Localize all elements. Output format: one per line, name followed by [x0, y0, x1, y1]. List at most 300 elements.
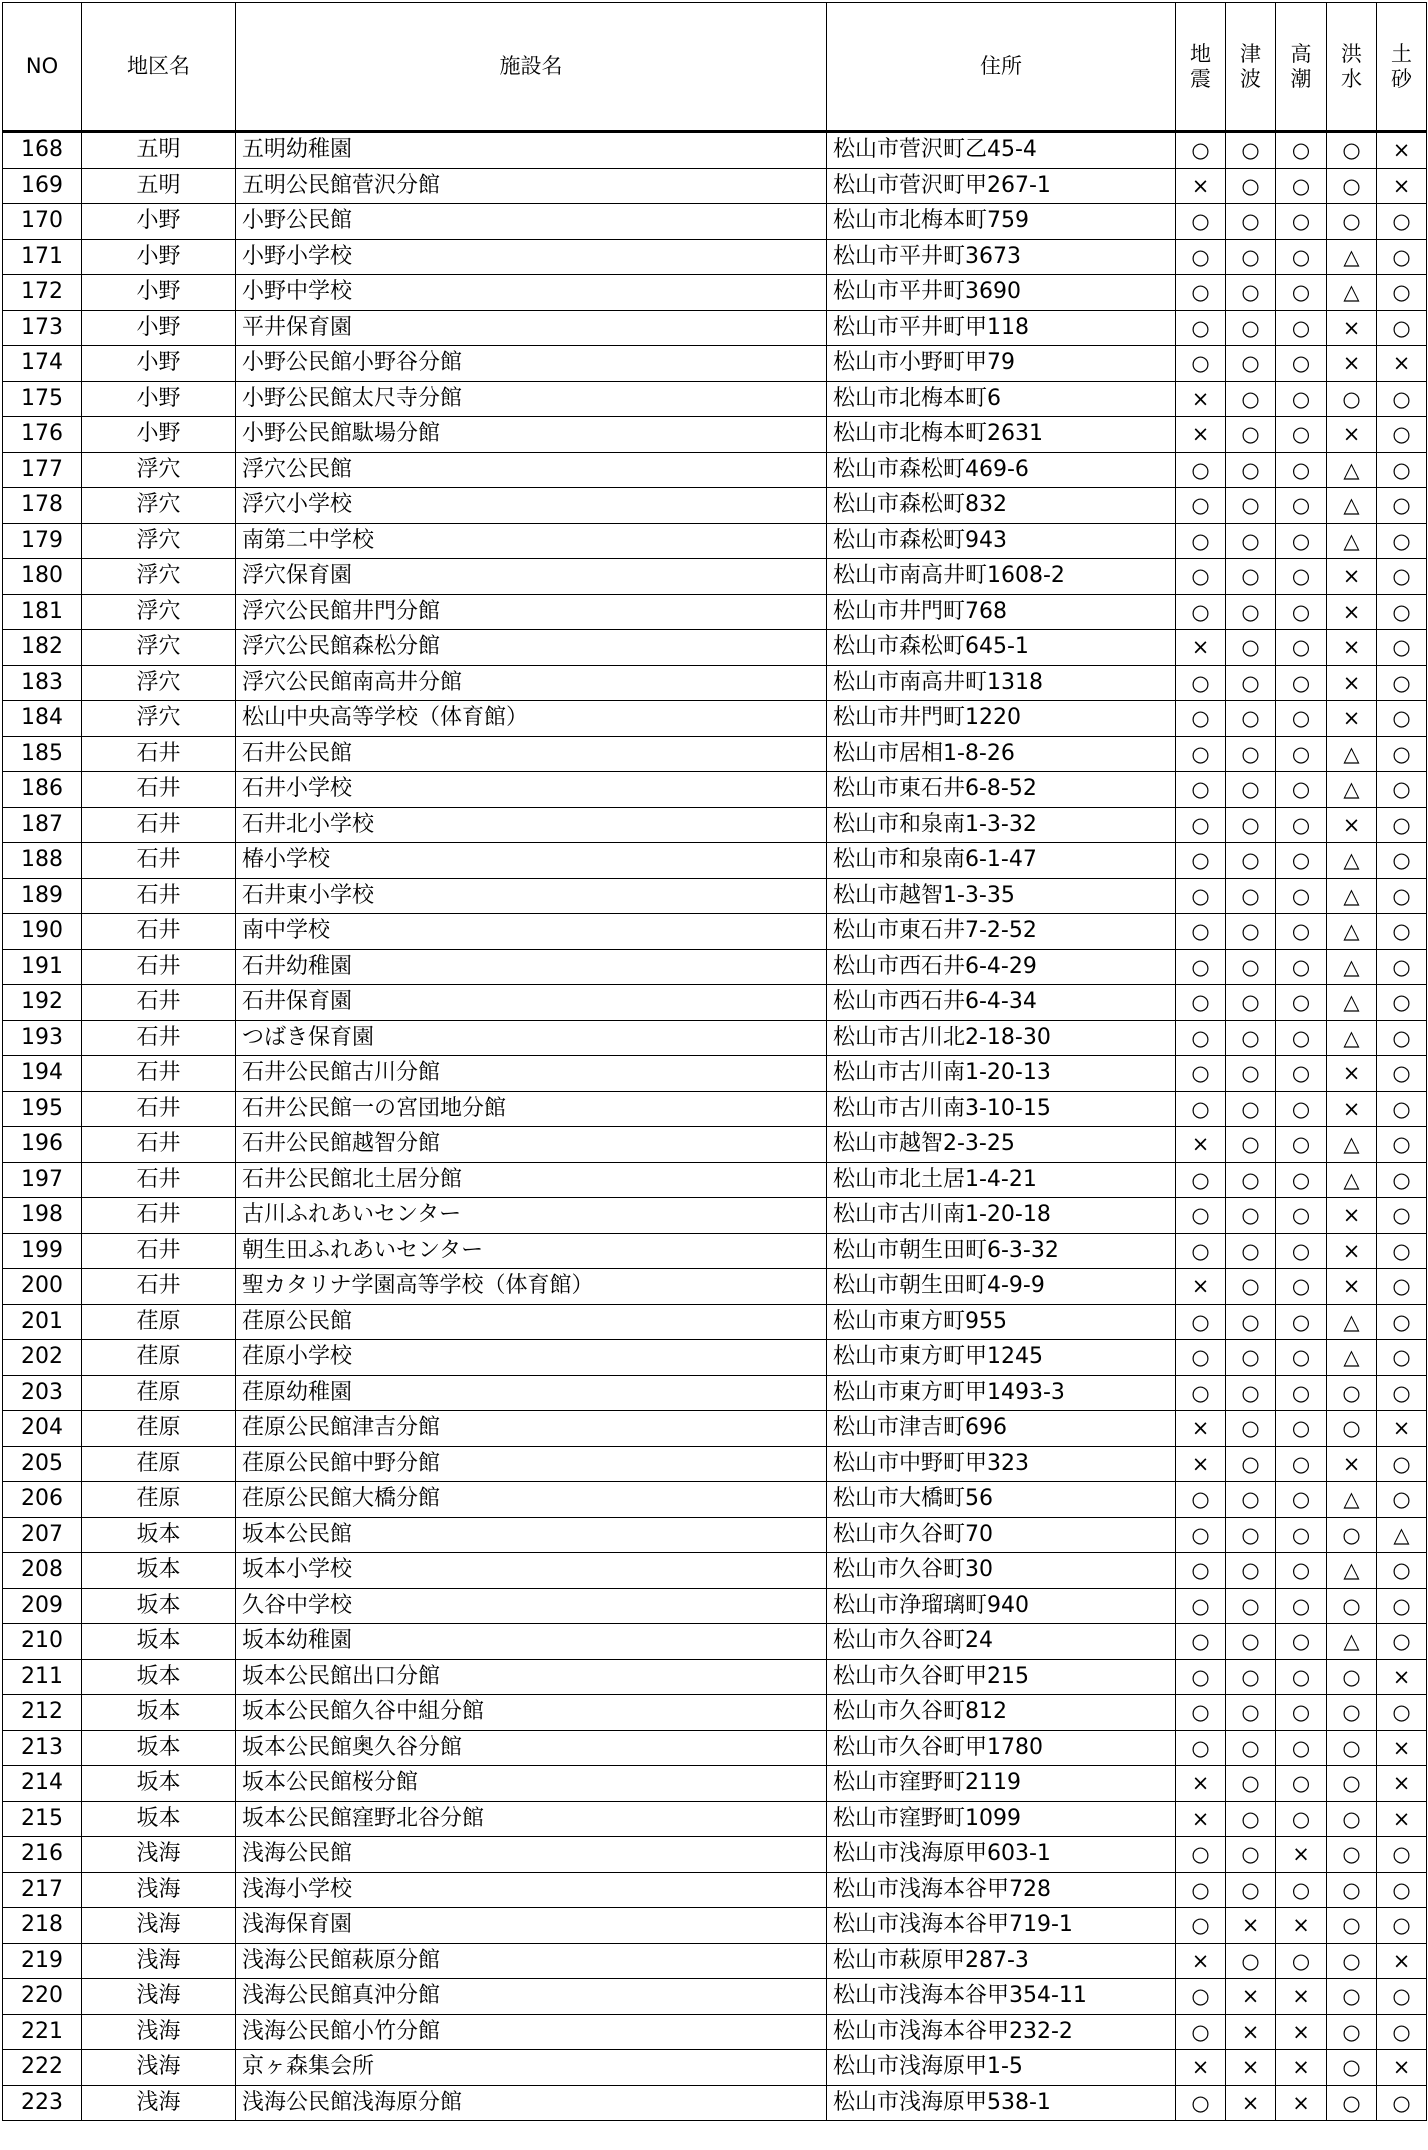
row-address: 松山市朝生田町4-9-9 — [827, 1269, 1176, 1305]
row-tsunami: ○ — [1226, 630, 1276, 666]
row-flood: ○ — [1327, 168, 1377, 204]
row-district: 坂本 — [82, 1659, 236, 1695]
row-address: 松山市平井町甲118 — [827, 310, 1176, 346]
row-address: 松山市東方町甲1245 — [827, 1340, 1176, 1376]
row-storm-surge: ○ — [1276, 701, 1327, 737]
row-tsunami: ○ — [1226, 1588, 1276, 1624]
row-earthquake: ○ — [1176, 843, 1226, 879]
row-district: 石井 — [82, 1269, 236, 1305]
row-storm-surge: ○ — [1276, 1766, 1327, 1802]
row-earthquake: ○ — [1176, 594, 1226, 630]
row-tsunami: × — [1226, 2050, 1276, 2086]
table-row — [3, 1233, 1427, 1269]
row-facility: 平井保育園 — [236, 310, 827, 346]
row-earthquake: × — [1176, 1269, 1226, 1305]
row-storm-surge: ○ — [1276, 523, 1327, 559]
row-district: 石井 — [82, 985, 236, 1021]
table-row — [3, 452, 1427, 488]
row-earthquake: ○ — [1176, 1908, 1226, 1944]
row-tsunami: ○ — [1226, 1375, 1276, 1411]
row-landslide: × — [1377, 346, 1427, 382]
table-row — [3, 1943, 1427, 1979]
row-flood: △ — [1327, 1020, 1377, 1056]
table-row — [3, 1269, 1427, 1305]
row-flood: ○ — [1327, 1801, 1377, 1837]
row-earthquake: ○ — [1176, 1304, 1226, 1340]
row-landslide: ○ — [1377, 559, 1427, 595]
row-district: 小野 — [82, 204, 236, 240]
row-tsunami: ○ — [1226, 1127, 1276, 1163]
row-facility: 小野中学校 — [236, 275, 827, 311]
row-tsunami: ○ — [1226, 878, 1276, 914]
table-row — [3, 1517, 1427, 1553]
table-row — [3, 523, 1427, 559]
row-address: 松山市東方町955 — [827, 1304, 1176, 1340]
row-facility: 京ヶ森集会所 — [236, 2050, 827, 2086]
row-flood: × — [1327, 630, 1377, 666]
row-facility: 南中学校 — [236, 914, 827, 950]
row-tsunami: ○ — [1226, 665, 1276, 701]
table-row — [3, 736, 1427, 772]
row-landslide: ○ — [1377, 1446, 1427, 1482]
row-no: 187 — [3, 807, 82, 843]
row-district: 荏原 — [82, 1340, 236, 1376]
row-no: 215 — [3, 1801, 82, 1837]
row-tsunami: ○ — [1226, 452, 1276, 488]
table-row — [3, 807, 1427, 843]
row-landslide: ○ — [1377, 1624, 1427, 1660]
row-no: 172 — [3, 275, 82, 311]
row-facility: 浅海小学校 — [236, 1872, 827, 1908]
row-landslide: ○ — [1377, 204, 1427, 240]
row-district: 浅海 — [82, 1943, 236, 1979]
row-tsunami: ○ — [1226, 488, 1276, 524]
table-row — [3, 1624, 1427, 1660]
row-tsunami: ○ — [1226, 1801, 1276, 1837]
row-address: 松山市浅海原甲1-5 — [827, 2050, 1176, 2086]
row-earthquake: × — [1176, 417, 1226, 453]
row-district: 坂本 — [82, 1801, 236, 1837]
row-flood: ○ — [1327, 1872, 1377, 1908]
row-district: 浅海 — [82, 2085, 236, 2121]
row-district: 石井 — [82, 1162, 236, 1198]
row-no: 168 — [3, 132, 82, 169]
row-tsunami: ○ — [1226, 1730, 1276, 1766]
table-row — [3, 1446, 1427, 1482]
row-address: 松山市萩原甲287-3 — [827, 1943, 1176, 1979]
header-flood: 洪 水 — [1327, 3, 1377, 132]
row-no: 171 — [3, 239, 82, 275]
row-tsunami: ○ — [1226, 1020, 1276, 1056]
row-storm-surge: ○ — [1276, 1482, 1327, 1518]
row-landslide: ○ — [1377, 1588, 1427, 1624]
row-address: 松山市久谷町70 — [827, 1517, 1176, 1553]
row-no: 211 — [3, 1659, 82, 1695]
row-no: 193 — [3, 1020, 82, 1056]
row-address: 松山市小野町甲79 — [827, 346, 1176, 382]
row-address: 松山市北梅本町2631 — [827, 417, 1176, 453]
row-landslide: ○ — [1377, 2085, 1427, 2121]
row-facility: 浅海保育園 — [236, 1908, 827, 1944]
row-flood: △ — [1327, 985, 1377, 1021]
row-tsunami: ○ — [1226, 346, 1276, 382]
row-district: 小野 — [82, 239, 236, 275]
row-facility: 坂本公民館出口分館 — [236, 1659, 827, 1695]
row-flood: × — [1327, 559, 1377, 595]
row-earthquake: × — [1176, 630, 1226, 666]
row-landslide: ○ — [1377, 878, 1427, 914]
row-storm-surge: ○ — [1276, 736, 1327, 772]
row-flood: ○ — [1327, 1411, 1377, 1447]
row-tsunami: ○ — [1226, 914, 1276, 950]
row-address: 松山市北梅本町6 — [827, 381, 1176, 417]
row-earthquake: ○ — [1176, 488, 1226, 524]
row-no: 222 — [3, 2050, 82, 2086]
row-facility: 小野小学校 — [236, 239, 827, 275]
row-no: 209 — [3, 1588, 82, 1624]
row-district: 荏原 — [82, 1375, 236, 1411]
row-landslide: × — [1377, 168, 1427, 204]
row-address: 松山市久谷町甲1780 — [827, 1730, 1176, 1766]
table-row — [3, 701, 1427, 737]
row-landslide: ○ — [1377, 1269, 1427, 1305]
row-tsunami: ○ — [1226, 843, 1276, 879]
row-earthquake: × — [1176, 168, 1226, 204]
row-facility: 小野公民館駄場分館 — [236, 417, 827, 453]
row-landslide: ○ — [1377, 1162, 1427, 1198]
row-facility: 坂本小学校 — [236, 1553, 827, 1589]
row-district: 坂本 — [82, 1730, 236, 1766]
row-address: 松山市東石井7-2-52 — [827, 914, 1176, 950]
row-earthquake: ○ — [1176, 1588, 1226, 1624]
row-storm-surge: ○ — [1276, 417, 1327, 453]
row-landslide: ○ — [1377, 381, 1427, 417]
row-district: 石井 — [82, 843, 236, 879]
row-flood: × — [1327, 665, 1377, 701]
row-no: 189 — [3, 878, 82, 914]
row-district: 石井 — [82, 949, 236, 985]
table-row — [3, 1482, 1427, 1518]
row-flood: × — [1327, 1056, 1377, 1092]
table-row — [3, 1340, 1427, 1376]
row-district: 浅海 — [82, 1979, 236, 2015]
row-storm-surge: ○ — [1276, 310, 1327, 346]
row-facility: 小野公民館太尺寺分館 — [236, 381, 827, 417]
row-address: 松山市浅海本谷甲354-11 — [827, 1979, 1176, 2015]
row-flood: △ — [1327, 843, 1377, 879]
row-tsunami: ○ — [1226, 1162, 1276, 1198]
row-landslide: ○ — [1377, 1304, 1427, 1340]
row-landslide: × — [1377, 1766, 1427, 1802]
row-landslide: ○ — [1377, 1056, 1427, 1092]
row-tsunami: ○ — [1226, 949, 1276, 985]
row-facility: 椿小学校 — [236, 843, 827, 879]
row-earthquake: ○ — [1176, 1624, 1226, 1660]
row-landslide: ○ — [1377, 523, 1427, 559]
row-flood: ○ — [1327, 1517, 1377, 1553]
row-facility: 聖カタリナ学園高等学校（体育館） — [236, 1269, 827, 1305]
row-no: 173 — [3, 310, 82, 346]
row-district: 石井 — [82, 807, 236, 843]
row-district: 荏原 — [82, 1411, 236, 1447]
row-no: 202 — [3, 1340, 82, 1376]
row-facility: 浅海公民館小竹分館 — [236, 2014, 827, 2050]
row-district: 坂本 — [82, 1588, 236, 1624]
row-flood: × — [1327, 701, 1377, 737]
row-storm-surge: ○ — [1276, 1162, 1327, 1198]
row-landslide: ○ — [1377, 736, 1427, 772]
row-storm-surge: ○ — [1276, 1943, 1327, 1979]
row-earthquake: ○ — [1176, 1233, 1226, 1269]
row-no: 197 — [3, 1162, 82, 1198]
table-row — [3, 843, 1427, 879]
row-storm-surge: ○ — [1276, 1695, 1327, 1731]
table-row — [3, 310, 1427, 346]
row-no: 188 — [3, 843, 82, 879]
row-flood: ○ — [1327, 1943, 1377, 1979]
row-no: 176 — [3, 417, 82, 453]
row-storm-surge: ○ — [1276, 1091, 1327, 1127]
table-row — [3, 275, 1427, 311]
row-no: 179 — [3, 523, 82, 559]
row-district: 石井 — [82, 1198, 236, 1234]
row-earthquake: ○ — [1176, 204, 1226, 240]
row-address: 松山市朝生田町6-3-32 — [827, 1233, 1176, 1269]
row-storm-surge: ○ — [1276, 949, 1327, 985]
row-tsunami: ○ — [1226, 310, 1276, 346]
row-landslide: ○ — [1377, 1198, 1427, 1234]
row-tsunami: ○ — [1226, 1269, 1276, 1305]
row-storm-surge: ○ — [1276, 452, 1327, 488]
row-earthquake: ○ — [1176, 275, 1226, 311]
row-flood: ○ — [1327, 1837, 1377, 1873]
row-flood: × — [1327, 1091, 1377, 1127]
row-flood: △ — [1327, 772, 1377, 808]
row-district: 荏原 — [82, 1304, 236, 1340]
row-storm-surge: ○ — [1276, 1553, 1327, 1589]
row-storm-surge: × — [1276, 2050, 1327, 2086]
row-district: 浅海 — [82, 1872, 236, 1908]
row-flood: △ — [1327, 452, 1377, 488]
row-facility: 浮穴公民館森松分館 — [236, 630, 827, 666]
row-address: 松山市平井町3673 — [827, 239, 1176, 275]
row-facility: 古川ふれあいセンター — [236, 1198, 827, 1234]
row-address: 松山市久谷町甲215 — [827, 1659, 1176, 1695]
row-address: 松山市井門町1220 — [827, 701, 1176, 737]
row-address: 松山市和泉南6-1-47 — [827, 843, 1176, 879]
table-row — [3, 417, 1427, 453]
row-tsunami: ○ — [1226, 275, 1276, 311]
row-facility: 五明幼稚園 — [236, 132, 827, 169]
row-flood: ○ — [1327, 2085, 1377, 2121]
row-landslide: ○ — [1377, 630, 1427, 666]
row-storm-surge: × — [1276, 1979, 1327, 2015]
row-flood: ○ — [1327, 1766, 1377, 1802]
row-district: 坂本 — [82, 1553, 236, 1589]
row-address: 松山市菅沢町乙45-4 — [827, 132, 1176, 169]
row-no: 217 — [3, 1872, 82, 1908]
row-landslide: ○ — [1377, 594, 1427, 630]
row-district: 五明 — [82, 132, 236, 169]
row-flood: △ — [1327, 736, 1377, 772]
row-facility: 松山中央高等学校（体育館） — [236, 701, 827, 737]
row-district: 五明 — [82, 168, 236, 204]
row-tsunami: × — [1226, 1979, 1276, 2015]
row-facility: 坂本公民館久谷中組分館 — [236, 1695, 827, 1731]
row-no: 205 — [3, 1446, 82, 1482]
row-landslide: × — [1377, 1730, 1427, 1766]
header-no: NO — [3, 3, 82, 132]
row-storm-surge: ○ — [1276, 1872, 1327, 1908]
row-flood: △ — [1327, 1127, 1377, 1163]
row-no: 218 — [3, 1908, 82, 1944]
row-facility: 坂本公民館 — [236, 1517, 827, 1553]
row-address: 松山市平井町3690 — [827, 275, 1176, 311]
row-earthquake: ○ — [1176, 2014, 1226, 2050]
row-earthquake: ○ — [1176, 523, 1226, 559]
row-address: 松山市越智1-3-35 — [827, 878, 1176, 914]
row-earthquake: ○ — [1176, 807, 1226, 843]
row-address: 松山市久谷町30 — [827, 1553, 1176, 1589]
row-no: 223 — [3, 2085, 82, 2121]
row-address: 松山市西石井6-4-34 — [827, 985, 1176, 1021]
row-tsunami: ○ — [1226, 1695, 1276, 1731]
row-storm-surge: ○ — [1276, 1375, 1327, 1411]
row-no: 184 — [3, 701, 82, 737]
row-landslide: × — [1377, 1659, 1427, 1695]
row-landslide: ○ — [1377, 1375, 1427, 1411]
row-landslide: × — [1377, 2050, 1427, 2086]
row-facility: 石井公民館北土居分館 — [236, 1162, 827, 1198]
row-facility: 浮穴公民館 — [236, 452, 827, 488]
row-storm-surge: ○ — [1276, 559, 1327, 595]
row-facility: 石井小学校 — [236, 772, 827, 808]
row-no: 203 — [3, 1375, 82, 1411]
row-storm-surge: ○ — [1276, 1269, 1327, 1305]
table-row — [3, 1837, 1427, 1873]
row-landslide: ○ — [1377, 452, 1427, 488]
row-storm-surge: ○ — [1276, 1517, 1327, 1553]
table-row — [3, 1801, 1427, 1837]
table-row — [3, 1056, 1427, 1092]
row-flood: ○ — [1327, 1695, 1377, 1731]
row-landslide: ○ — [1377, 807, 1427, 843]
row-facility: つばき保育園 — [236, 1020, 827, 1056]
row-landslide: ○ — [1377, 310, 1427, 346]
table-row — [3, 949, 1427, 985]
table-row — [3, 1198, 1427, 1234]
row-landslide: ○ — [1377, 2014, 1427, 2050]
row-address: 松山市浄瑠璃町940 — [827, 1588, 1176, 1624]
row-address: 松山市古川北2-18-30 — [827, 1020, 1176, 1056]
row-storm-surge: ○ — [1276, 204, 1327, 240]
row-landslide: × — [1377, 132, 1427, 169]
table-row — [3, 346, 1427, 382]
row-earthquake: ○ — [1176, 949, 1226, 985]
row-flood: × — [1327, 346, 1377, 382]
row-tsunami: × — [1226, 1908, 1276, 1944]
row-no: 180 — [3, 559, 82, 595]
row-no: 196 — [3, 1127, 82, 1163]
row-earthquake: ○ — [1176, 1482, 1226, 1518]
table-row — [3, 1553, 1427, 1589]
row-landslide: ○ — [1377, 1695, 1427, 1731]
row-district: 浮穴 — [82, 523, 236, 559]
row-tsunami: ○ — [1226, 417, 1276, 453]
header-storm-surge: 高 潮 — [1276, 3, 1327, 132]
row-facility: 荏原小学校 — [236, 1340, 827, 1376]
row-tsunami: ○ — [1226, 594, 1276, 630]
row-no: 208 — [3, 1553, 82, 1589]
row-address: 松山市久谷町24 — [827, 1624, 1176, 1660]
row-earthquake: ○ — [1176, 985, 1226, 1021]
row-no: 207 — [3, 1517, 82, 1553]
row-district: 坂本 — [82, 1624, 236, 1660]
row-earthquake: ○ — [1176, 1056, 1226, 1092]
row-earthquake: ○ — [1176, 914, 1226, 950]
row-no: 186 — [3, 772, 82, 808]
row-address: 松山市東石井6-8-52 — [827, 772, 1176, 808]
row-district: 浅海 — [82, 1908, 236, 1944]
row-address: 松山市大橋町56 — [827, 1482, 1176, 1518]
row-address: 松山市森松町943 — [827, 523, 1176, 559]
table-row — [3, 1695, 1427, 1731]
row-no: 182 — [3, 630, 82, 666]
row-tsunami: ○ — [1226, 772, 1276, 808]
row-tsunami: ○ — [1226, 985, 1276, 1021]
row-tsunami: ○ — [1226, 701, 1276, 737]
row-flood: △ — [1327, 1624, 1377, 1660]
row-district: 石井 — [82, 1091, 236, 1127]
row-address: 松山市北土居1-4-21 — [827, 1162, 1176, 1198]
row-facility: 荏原公民館中野分館 — [236, 1446, 827, 1482]
row-address: 松山市森松町832 — [827, 488, 1176, 524]
row-no: 175 — [3, 381, 82, 417]
row-tsunami: ○ — [1226, 1943, 1276, 1979]
row-storm-surge: ○ — [1276, 1233, 1327, 1269]
row-tsunami: ○ — [1226, 1517, 1276, 1553]
row-flood: × — [1327, 1269, 1377, 1305]
row-district: 石井 — [82, 914, 236, 950]
row-flood: △ — [1327, 1162, 1377, 1198]
row-flood: ○ — [1327, 2050, 1377, 2086]
row-tsunami: ○ — [1226, 1766, 1276, 1802]
row-earthquake: ○ — [1176, 346, 1226, 382]
row-no: 174 — [3, 346, 82, 382]
header-earthquake: 地 震 — [1176, 3, 1226, 132]
row-earthquake: ○ — [1176, 1375, 1226, 1411]
row-address: 松山市菅沢町甲267-1 — [827, 168, 1176, 204]
row-tsunami: ○ — [1226, 1340, 1276, 1376]
header-address: 住所 — [827, 3, 1176, 132]
row-facility: 南第二中学校 — [236, 523, 827, 559]
row-flood: ○ — [1327, 1659, 1377, 1695]
row-earthquake: ○ — [1176, 1162, 1226, 1198]
row-storm-surge: ○ — [1276, 594, 1327, 630]
row-earthquake: ○ — [1176, 1730, 1226, 1766]
row-tsunami: ○ — [1226, 1872, 1276, 1908]
row-storm-surge: ○ — [1276, 1801, 1327, 1837]
row-tsunami: ○ — [1226, 523, 1276, 559]
row-flood: ○ — [1327, 2014, 1377, 2050]
row-district: 浅海 — [82, 1837, 236, 1873]
row-storm-surge: ○ — [1276, 275, 1327, 311]
row-flood: × — [1327, 417, 1377, 453]
row-landslide: × — [1377, 1411, 1427, 1447]
table-row — [3, 2050, 1427, 2086]
row-tsunami: ○ — [1226, 132, 1276, 169]
row-earthquake: ○ — [1176, 310, 1226, 346]
